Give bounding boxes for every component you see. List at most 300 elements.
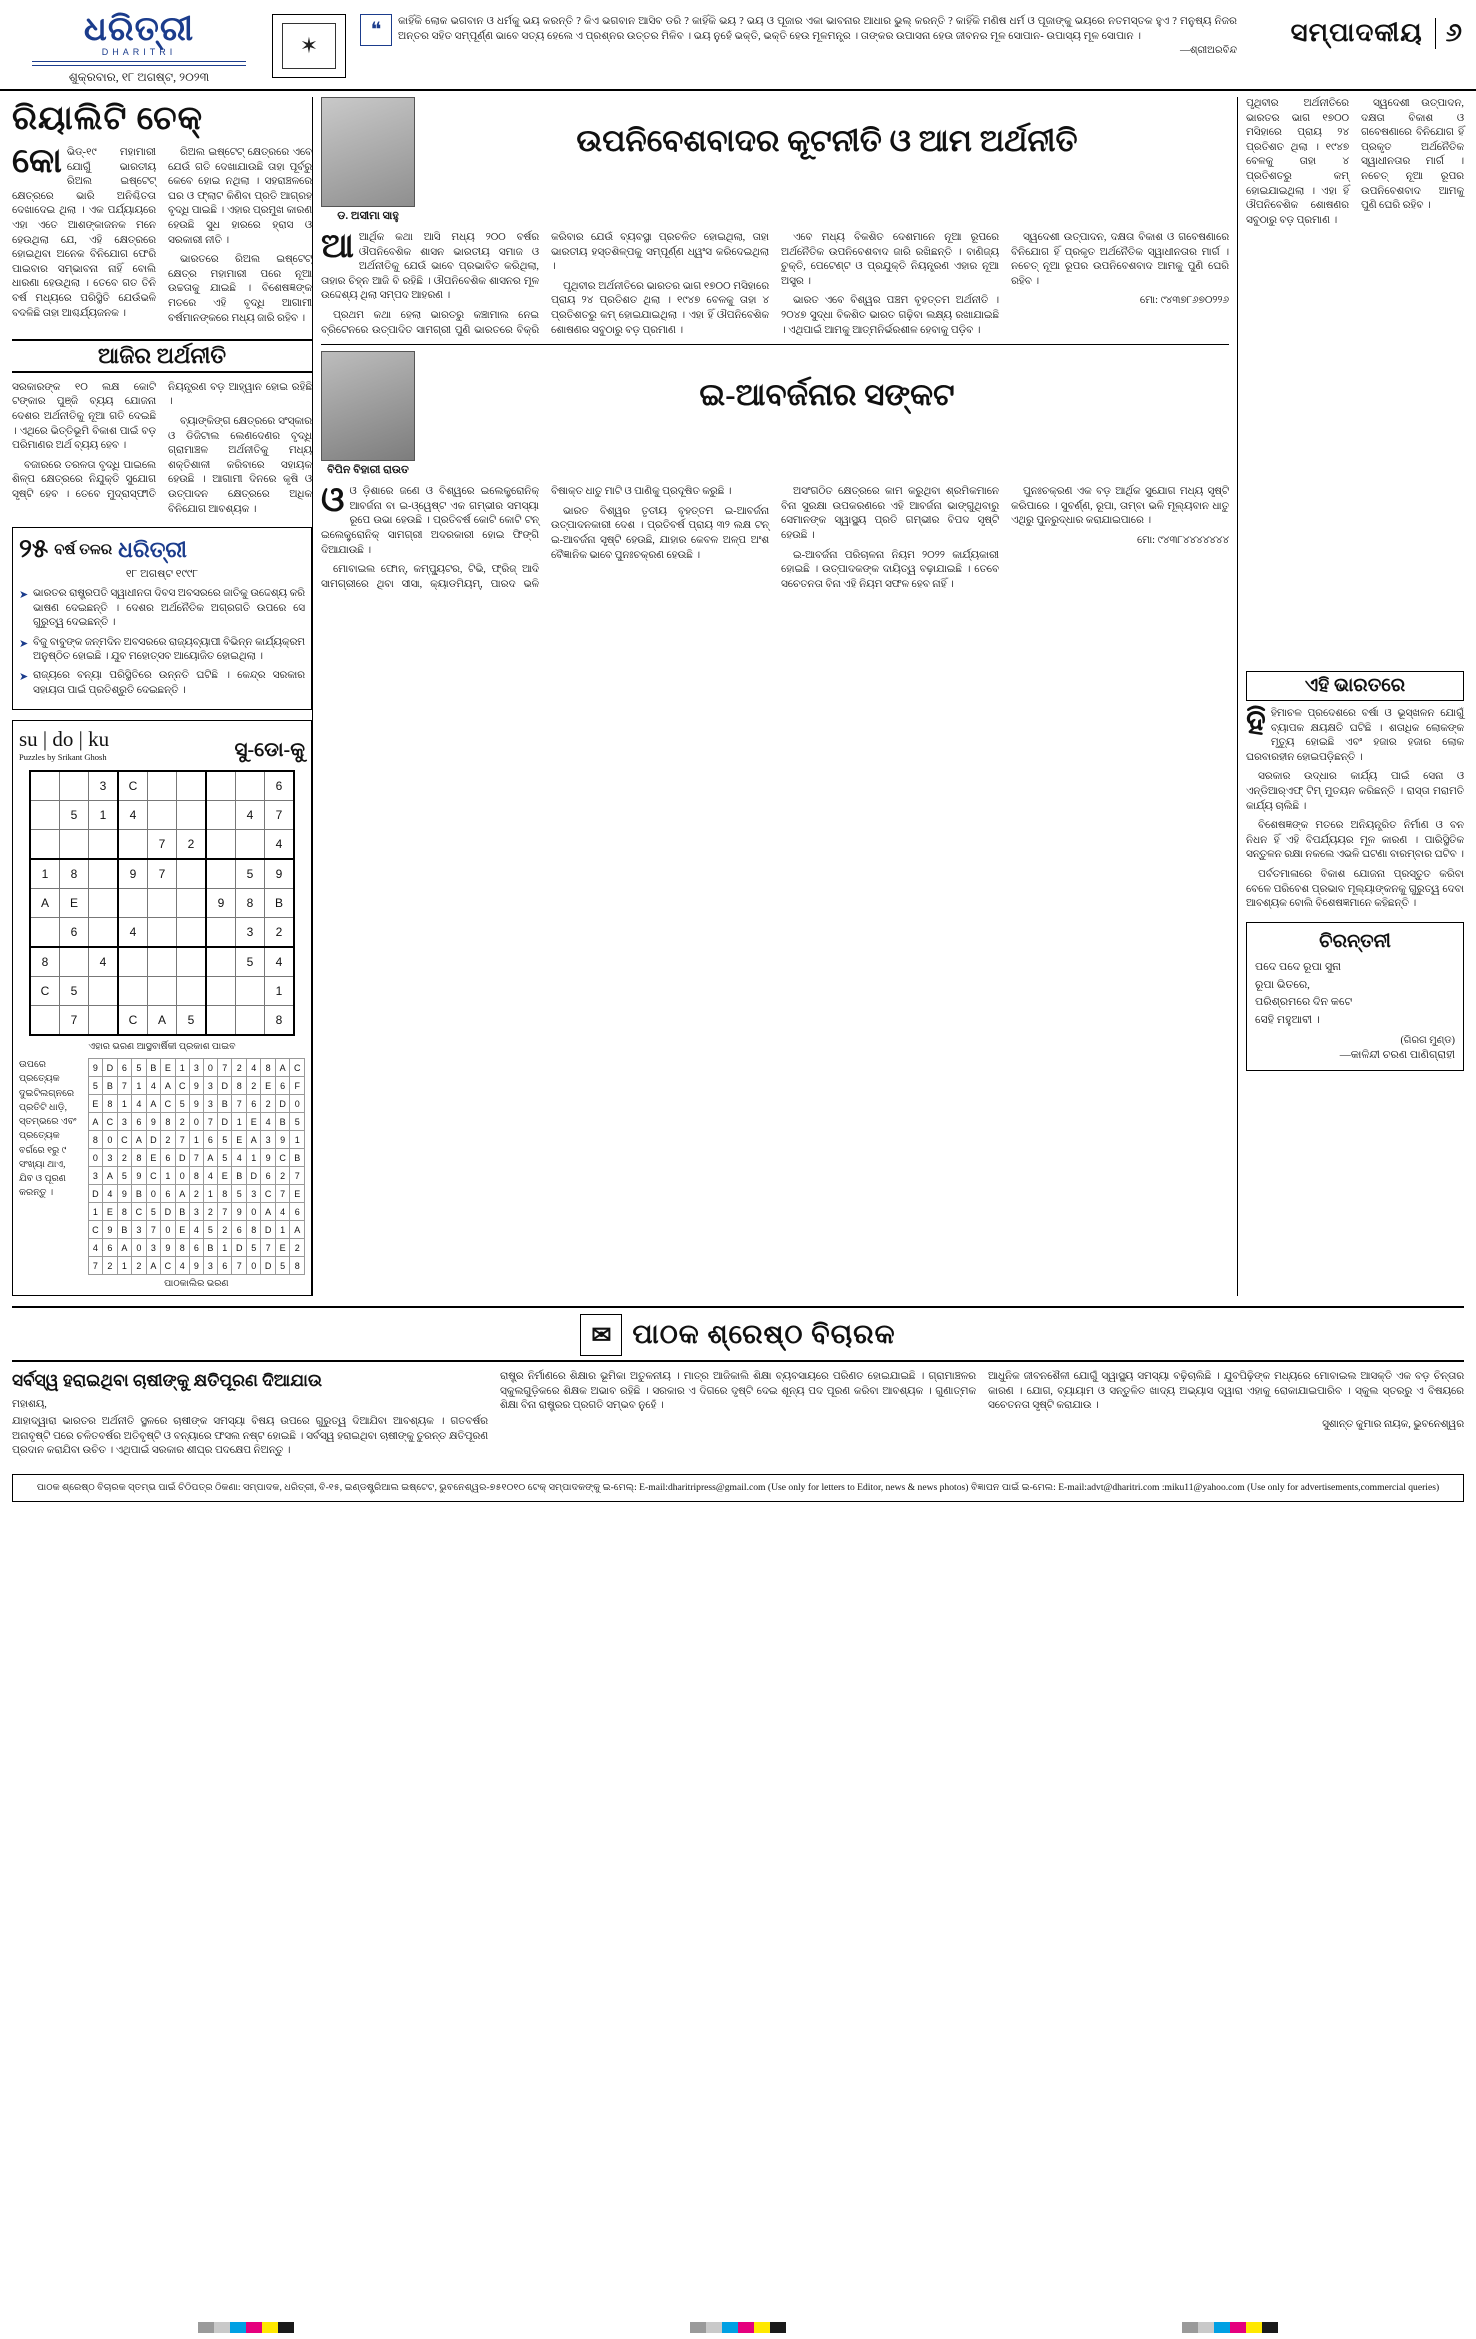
letters-title: ପାଠକ ଶ୍ରେଷ୍ଠ ବିଚାରକ xyxy=(632,1319,896,1350)
masthead-date: ଶୁକ୍ରବାର, ୧୮ ଅଗଷ୍ଟ, ୨୦୨୩ xyxy=(68,70,210,84)
solution-cell: B xyxy=(132,1185,146,1203)
solution-cell: 5 xyxy=(117,1167,131,1185)
sudoku-cell[interactable] xyxy=(118,947,148,977)
paragraph: ସ୍ୱଦେଶୀ ଉତ୍ପାଦନ, ଦକ୍ଷତା ବିକାଶ ଓ ଗବେଷଣାରେ ବିନିଯୋଗ ହିଁ ପ୍ରକୃତ ଅର୍ଥନୈତିକ ସ୍ୱାଧୀନତାର ମାର୍ଗ । ନଚେତ୍ ନୂଆ ରୂପର ଉପନିବେଶବାଦ ଆମକୁ ପୁଣି ଘେରି ରହିବ । xyxy=(1011,232,1229,287)
sudoku-cell[interactable]: 2 xyxy=(177,830,207,860)
solution-cell: 9 xyxy=(261,1149,275,1167)
sudoku-cell[interactable]: 8 xyxy=(30,947,60,977)
solution-cell: 8 xyxy=(290,1257,305,1275)
envelope-icon: ✉ xyxy=(580,1314,622,1356)
solution-cell: 2 xyxy=(232,1059,246,1077)
solution-cell: C xyxy=(261,1185,275,1203)
bullet-icon: ➤ xyxy=(19,589,29,602)
solution-cell: 2 xyxy=(203,1203,217,1221)
solution-row xyxy=(88,1149,304,1167)
sudoku-cell[interactable]: C xyxy=(118,771,148,801)
sudoku-cell[interactable]: 5 xyxy=(236,859,265,889)
sudoku-cell[interactable] xyxy=(236,1006,265,1036)
solution-cell: 4 xyxy=(275,1203,289,1221)
years-ago-number: ୨୫ xyxy=(19,534,49,564)
solution-cell: D xyxy=(246,1167,260,1185)
paragraph: ସ୍ୱଦେଶୀ ଉତ୍ପାଦନ, ଦକ୍ଷତା ବିକାଶ ଓ ଗବେଷଣାରେ ବିନିଯୋଗ ହିଁ ପ୍ରକୃତ ଅର୍ଥନୈତିକ ସ୍ୱାଧୀନତାର ମାର୍ଗ । ନଚେତ୍ ନୂଆ ରୂପର ଉପନିବେଶବାଦ ଆମକୁ ପୁଣି ଘେରି ରହିବ । xyxy=(1361,98,1464,212)
solution-cell: B xyxy=(175,1203,189,1221)
color-swatch xyxy=(738,2322,754,2333)
sudoku-cell[interactable]: 4 xyxy=(236,801,265,830)
solution-cell: 9 xyxy=(190,1095,204,1113)
sudoku-cell[interactable] xyxy=(236,830,265,860)
sudoku-cell[interactable]: 7 xyxy=(60,1006,89,1036)
solution-cell: 6 xyxy=(132,1113,146,1131)
sudoku-row xyxy=(30,889,294,918)
emblem-star-icon xyxy=(272,14,346,78)
solution-cell: D xyxy=(103,1059,117,1077)
solution-cell: 3 xyxy=(146,1239,160,1257)
solution-cell: 0 xyxy=(246,1203,260,1221)
sudoku-cell[interactable]: 3 xyxy=(236,918,265,948)
solution-cell: E xyxy=(161,1059,175,1077)
solution-cell: 6 xyxy=(203,1131,217,1149)
ewaste-article-author: ବିପିନ ବିହାରୀ ରାଉତ xyxy=(327,464,409,477)
solution-cell: C xyxy=(175,1077,189,1095)
solution-cell: A xyxy=(88,1113,102,1131)
solution-cell: 1 xyxy=(190,1131,204,1149)
solution-cell: 6 xyxy=(246,1095,260,1113)
solution-cell: 3 xyxy=(190,1059,204,1077)
solution-cell: D xyxy=(146,1131,160,1149)
color-swatch xyxy=(722,2322,738,2333)
sudoku-cell[interactable] xyxy=(148,947,177,977)
sudoku-cell[interactable]: 6 xyxy=(265,771,295,801)
solution-cell: 4 xyxy=(190,1221,204,1239)
solution-cell: 4 xyxy=(88,1239,102,1257)
solution-cell: 9 xyxy=(132,1167,146,1185)
solution-cell: C xyxy=(161,1257,175,1275)
color-bar-group xyxy=(690,2322,786,2333)
solution-cell: D xyxy=(232,1239,246,1257)
solution-cell: A xyxy=(103,1167,117,1185)
masthead-quote-text: କାହିଁକି ଲୋକ ଭଗବାନ ଓ ଧର୍ମକୁ ଭୟ କରନ୍ତି ? କିଏ ଭଗବାନ ଆସିବ ଡରି ? କାହିଁକି ଭୟ ? ଭୟ ଓ ପୂଜାର ଏକା ଭାବନାର ଆଧାର ଭୁଲ୍ କରନ୍ତି ? କାହିଁକି ମଣିଷ ଧର୍ମ ଓ ପୂଜାଙ୍କୁ ଭୟରେ ନତମସ୍ତକ ହୁଏ ? ମନୁଷ୍ୟ ନିଜର ଅନ୍ତର ସହିତ ସମ୍ପୂର୍ଣ୍ଣ ଭାବେ ସତ୍ୟ ହେଲେ ଏ ପ୍ରଶ୍ନର ଉତ୍ତର ମିଳିବ । ଭୟ ନୁହେଁ ଭକ୍ତି, ଭକ୍ତି ହେଉ ମୂଳମନ୍ତ୍ର । ତାଙ୍କର ଉପାସନା ହେଉ ଜୀବନର ମୂଳ ସୋପାନ- ଉପାସ୍ୟ ମୂଳ ସୋପାନ । xyxy=(398,16,1237,43)
solution-cell: 3 xyxy=(246,1185,260,1203)
sudoku-cell[interactable]: C xyxy=(118,1006,148,1036)
solution-cell: E xyxy=(232,1131,246,1149)
solution-cell: 6 xyxy=(290,1203,305,1221)
sudoku-cell[interactable]: 1 xyxy=(30,859,60,889)
sudoku-cell[interactable]: 1 xyxy=(89,801,119,830)
sudoku-cell[interactable] xyxy=(236,977,265,1006)
sudoku-cell[interactable]: 5 xyxy=(60,801,89,830)
sudoku-cell[interactable] xyxy=(118,830,148,860)
paragraph: ମୋବାଇଲ ଫୋନ୍, କମ୍ପ୍ୟୁଟର, ଟିଭି, ଫ୍ରିଜ୍ ଆଦି ସାମଗ୍ରୀରେ ଥିବା ସୀସା, କ୍ୟାଡମିୟମ୍, ପାରଦ ଭଳି ବିଷାକ୍ତ ଧାତୁ ମାଟି ଓ ପାଣିକୁ ପ୍ରଦୂଷିତ କରୁଛି । xyxy=(321,486,732,590)
solution-cell: A xyxy=(146,1095,160,1113)
dropcap: ହି xyxy=(1246,704,1266,741)
solution-row xyxy=(88,1185,304,1203)
solution-cell: 1 xyxy=(217,1239,231,1257)
sudoku-cell[interactable] xyxy=(148,977,177,1006)
solution-cell: C xyxy=(117,1131,131,1149)
paragraph: ଯାହାଦ୍ୱାରା ଭାରତର ଅର୍ଥନୀତି ସ୍ଥଳରେ ଚାଷୀଙ୍କ ସମସ୍ୟା ବିଷୟ ଉପରେ ଗୁରୁତ୍ୱ ଦିଆଯିବା ଆବଶ୍ୟକ । ଗତବର୍ଷର ଅନାବୃଷ୍ଟି ପରେ ଚଳିତବର୍ଷର ଅତିବୃଷ୍ଟି ଓ ବନ୍ୟାରେ ଫସଲ ନଷ୍ଟ ହୋଇଛି । ସର୍ବସ୍ୱ ହରାଇଥିବା ଚାଷୀଙ୍କୁ ତୁରନ୍ତ କ୍ଷତିପୂରଣ ପ୍ରଦାନ କରାଯିବା ଉଚିତ । ଏଥିପାଇଁ ସରକାର ଶୀଘ୍ର ପଦକ୍ଷେପ ନିଅନ୍ତୁ । xyxy=(12,1416,488,1457)
sudoku-title-od: ସୁ-ଡୋ-କୁ xyxy=(234,739,305,762)
paragraph: ଭାରତରେ ରିଅଲ ଇଷ୍ଟେଟ୍ କ୍ଷେତ୍ର ମହାମାରୀ ପରେ ନୂଆ ଉଚ୍ଚତାକୁ ଯାଇଛି । ବିଶେଷଜ୍ଞଙ୍କ ମତରେ ଏହି ବୃଦ୍ଧି ଆଗାମୀ ବର୍ଷମାନଙ୍କରେ ମଧ୍ୟ ଜାରି ରହିବ । xyxy=(168,254,312,324)
letters-body xyxy=(12,1370,1464,1464)
column-left xyxy=(12,97,312,1296)
solution-cell: F xyxy=(290,1077,305,1095)
years-ago-box xyxy=(12,527,312,710)
color-swatch xyxy=(1262,2322,1278,2333)
sudoku-cell[interactable] xyxy=(148,771,177,801)
solution-cell: 0 xyxy=(103,1131,117,1149)
page-number: ୬ xyxy=(1435,18,1462,49)
sudoku-cell[interactable]: 7 xyxy=(148,830,177,860)
ajira-arthaniti-title: ଆଜିର ଅର୍ଥନୀତି xyxy=(97,342,227,368)
solution-cell: 3 xyxy=(190,1203,204,1221)
paragraph: ବ୍ୟାଙ୍କିଙ୍ଗ କ୍ଷେତ୍ରରେ ସଂସ୍କାର ଓ ଡିଜିଟାଲ ଲେଣଦେଣର ବୃଦ୍ଧି ଗ୍ରାମାଞ୍ଚଳ ଅର୍ଥନୀତିକୁ ମଧ୍ୟ ଶକ୍ତିଶାଳୀ କରିବାରେ ସହାୟକ ହେଉଛି । ଆଗାମୀ ଦିନରେ କୃଷି ଓ ଉତ୍ପାଦନ କ୍ଷେତ୍ରରେ ଅଧିକ ବିନିଯୋଗ ଆବଶ୍ୟକ । xyxy=(168,416,312,515)
solution-cell: 5 xyxy=(132,1059,146,1077)
solution-cell: 0 xyxy=(246,1257,260,1275)
sudoku-cell[interactable]: 5 xyxy=(60,977,89,1006)
paragraph: ଭାରତ ବିଶ୍ୱର ତୃତୀୟ ବୃହତ୍ତମ ଇ-ଆବର୍ଜନା ଉତ୍ପାଦନକାରୀ ଦେଶ । ପ୍ରତିବର୍ଷ ପ୍ରାୟ ୩୨ ଲକ୍ଷ ଟନ୍ ଇ-ଆବର୍ଜନା ସୃଷ୍ଟି ହେଉଛି, ଯାହାର କେବଳ ଅଳ୍ପ ଅଂଶ ବୈଜ୍ଞାନିକ ଭାବେ ପୁନଃଚକ୍ରଣ ହେଉଛି । xyxy=(551,505,769,561)
solution-cell: 0 xyxy=(161,1221,175,1239)
quote-icon: ❝ xyxy=(360,14,392,46)
color-swatch xyxy=(1182,2322,1198,2333)
sudoku-cell[interactable]: 9 xyxy=(118,859,148,889)
sudoku-cell[interactable] xyxy=(177,801,207,830)
solution-cell: A xyxy=(132,1131,146,1149)
solution-cell: 2 xyxy=(217,1221,231,1239)
paragraph: ପର୍ବତମାଳାରେ ବିକାଶ ଯୋଜନା ପ୍ରସ୍ତୁତ କରିବା ବେଳେ ପରିବେଶ ପ୍ରଭାବ ମୂଲ୍ୟାଙ୍କନକୁ ଗୁରୁତ୍ୱ ଦେବା ଆବଶ୍ୟକ ବୋଲି ବିଶେଷଜ୍ଞମାନେ କହିଛନ୍ତି । xyxy=(1246,869,1464,910)
solution-row xyxy=(88,1077,304,1095)
solution-cell: 7 xyxy=(261,1239,275,1257)
solution-cell: D xyxy=(275,1095,289,1113)
color-swatch xyxy=(1198,2322,1214,2333)
solution-cell: C xyxy=(132,1203,146,1221)
sudoku-cell[interactable] xyxy=(206,771,236,801)
chirantani-line: ରୂପା ଭିତରେ, xyxy=(1255,978,1310,991)
page-content xyxy=(0,91,1476,1296)
solution-row xyxy=(88,1203,304,1221)
sudoku-cell[interactable]: 8 xyxy=(236,889,265,918)
sudoku-cell[interactable] xyxy=(30,918,60,948)
solution-cell: 5 xyxy=(217,1131,231,1149)
solution-cell: 8 xyxy=(88,1131,102,1149)
color-swatch xyxy=(690,2322,706,2333)
sudoku-row xyxy=(30,830,294,860)
solution-cell: 6 xyxy=(161,1185,175,1203)
letters-contact-box: ପାଠକ ଶ୍ରେଷ୍ଠ ବିଚାରକ ସ୍ତମ୍ଭ ପାଇଁ ଚିଠିପତ୍ର ଠିକଣା: ସମ୍ପାଦକ, ଧରିତ୍ରୀ, ବି-୧୫, ଇଣ୍ଡଷ୍ଟ୍ରିଆଲ ଇଷ୍ଟେଟ, ଭୁବନେଶ୍ୱର-୭୫୧୦୧୦ ଟେକ୍ ସମ୍ପାଦକଙ୍କୁ ଇ-ମେଲ୍: E-mail:dharitripress@gmail.com (Use only for letters to Editor, news & news photos) ବିଜ୍ଞାପନ ପାଇଁ ଇ-ମେଲ: E-mail:advt@dharitri.com :miku11@yahoo.com (Use only for advertisements,commercial queries) xyxy=(12,1474,1464,1502)
sudoku-cell[interactable] xyxy=(206,830,236,860)
ei-bharatare-body xyxy=(1246,704,1464,912)
sudoku-cell[interactable] xyxy=(89,918,119,948)
solution-cell: 3 xyxy=(203,1257,217,1275)
sudoku-cell[interactable] xyxy=(206,801,236,830)
sudoku-cell[interactable] xyxy=(148,918,177,948)
solution-cell: 8 xyxy=(261,1059,275,1077)
solution-cell: 7 xyxy=(217,1203,231,1221)
solution-row xyxy=(88,1167,304,1185)
sudoku-row xyxy=(30,947,294,977)
solution-row xyxy=(88,1113,304,1131)
ewaste-author-block xyxy=(321,351,415,477)
ewaste-article-body xyxy=(321,482,1229,592)
sudoku-cell[interactable] xyxy=(118,977,148,1006)
color-swatch xyxy=(1230,2322,1246,2333)
solution-row xyxy=(88,1257,304,1275)
color-swatch xyxy=(1246,2322,1262,2333)
dropcap: କୋ xyxy=(12,143,62,180)
column-right xyxy=(1237,97,1464,1296)
solution-cell: 0 xyxy=(203,1059,217,1077)
sudoku-cell[interactable]: A xyxy=(30,889,60,918)
sudoku-cell[interactable]: 8 xyxy=(60,859,89,889)
solution-cell: 2 xyxy=(246,1077,260,1095)
paragraph: ଆଧୁନିକ ଜୀବନଶୈଳୀ ଯୋଗୁଁ ସ୍ୱାସ୍ଥ୍ୟ ସମସ୍ୟା ବଢ଼ିଚାଲିଛି । ଯୁବପିଢ଼ିଙ୍କ ମଧ୍ୟରେ ମୋବାଇଲ ଆସକ୍ତି ଏକ ବଡ଼ ଚିନ୍ତାର କାରଣ । ଯୋଗ, ବ୍ୟାୟାମ ଓ ସନ୍ତୁଳିତ ଖାଦ୍ୟ ଅଭ୍ୟାସ ଦ୍ୱାରା ଏହାକୁ ରୋକାଯାଇପାରିବ । ସ୍କୁଲ ସ୍ତରରୁ ଏ ବିଷୟରେ ସଚେତନତା ସୃଷ୍ଟି କରାଯାଉ । xyxy=(988,1371,1464,1412)
sudoku-cell[interactable]: 7 xyxy=(148,859,177,889)
solution-cell: A xyxy=(275,1059,289,1077)
paragraph: ପ୍ରଥମ କଥା ହେଲା ଭାରତରୁ କଞ୍ଚାମାଲ ନେଇ ବ୍ରିଟେନରେ ଉତ୍ପାଦିତ ସାମଗ୍ରୀ ପୁଣି ଭାରତରେ ବିକ୍ରି କରିବାର ଯେଉଁ ବ୍ୟବସ୍ଥା ପ୍ରଚଳିତ ହୋଇଥିଲା, ତାହା ଭାରତୀୟ ହସ୍ତଶିଳ୍ପକୁ ସମ୍ପୂର୍ଣ୍ଣ ଧ୍ୱଂସ କରିଦେଇଥିଲା । xyxy=(321,232,769,336)
solution-cell: 3 xyxy=(117,1113,131,1131)
solution-cell: 2 xyxy=(103,1257,117,1275)
chirantani-attribution: (ଗିରଗ ମୁଣ୍ଡ) xyxy=(1400,1035,1455,1047)
solution-cell: D xyxy=(217,1113,231,1131)
solution-cell: 8 xyxy=(161,1113,175,1131)
sudoku-cell[interactable]: B xyxy=(265,889,295,918)
sudoku-cell[interactable]: 4 xyxy=(265,947,295,977)
paragraph: ସରକାର ଉଦ୍ଧାର କାର୍ଯ୍ୟ ପାଇଁ ସେନା ଓ ଏନ୍‌ଡିଆର୍‌ଏଫ୍ ଟିମ୍ ମୁତୟନ କରିଛନ୍ତି । ରାସ୍ତା ମରାମତି କାର୍ଯ୍ୟ ଚାଲିଛି । xyxy=(1246,771,1464,812)
solution-cell: 4 xyxy=(103,1185,117,1203)
solution-cell: 5 xyxy=(146,1203,160,1221)
solution-cell: B xyxy=(290,1149,305,1167)
sudoku-cell[interactable]: A xyxy=(148,1006,177,1036)
paragraph: ଭାରତ ଏବେ ବିଶ୍ୱର ପଞ୍ଚମ ବୃହତ୍ତମ ଅର୍ଥନୀତି । ୨୦୪୭ ସୁଦ୍ଧା ବିକଶିତ ଭାରତ ଗଢ଼ିବା ଲକ୍ଷ୍ୟ ରଖାଯାଇଛି । ଏଥିପାଇଁ ଆମକୁ ଆତ୍ମନିର୍ଭରଶୀଳ ହେବାକୁ ପଡ଼ିବ । xyxy=(781,295,999,336)
list-item: ➤ ଭାରତର ରାଷ୍ଟ୍ରପତି ସ୍ୱାଧୀନତା ଦିବସ ଅବସରରେ ଜାତିକୁ ଉଦ୍ଦେଶ୍ୟ କରି ଭାଷଣ ଦେଇଛନ୍ତି । ଦେଶର ଅର୍ଥନୈତିକ ଅଗ୍ରଗତି ଉପରେ ସେ ଗୁରୁତ୍ୱ ଦେଇଛନ୍ତି । xyxy=(19,588,305,629)
solution-row xyxy=(88,1221,304,1239)
solution-cell: 6 xyxy=(161,1149,175,1167)
solution-cell: 6 xyxy=(117,1059,131,1077)
solution-cell: 4 xyxy=(175,1257,189,1275)
solution-cell: A xyxy=(246,1131,260,1149)
solution-row xyxy=(88,1095,304,1113)
color-swatch xyxy=(754,2322,770,2333)
sudoku-cell[interactable] xyxy=(60,830,89,860)
main-article-header xyxy=(321,97,1229,223)
solution-cell: D xyxy=(261,1221,275,1239)
dropcap: ଓ xyxy=(321,482,345,520)
sudoku-cell[interactable] xyxy=(60,947,89,977)
sudoku-cell[interactable]: C xyxy=(30,977,60,1006)
sudoku-grid[interactable] xyxy=(29,770,295,1036)
bullet-icon: ➤ xyxy=(19,637,29,650)
solution-cell: 4 xyxy=(232,1149,246,1167)
sudoku-cell[interactable] xyxy=(177,947,207,977)
masthead-divider xyxy=(32,61,246,66)
list-item: ➤ ବିଜୁ ବାବୁଙ୍କ ଜନ୍ମଦିନ ଅବସରରେ ରାଜ୍ୟବ୍ୟାପୀ ବିଭିନ୍ନ କାର୍ଯ୍ୟକ୍ରମ ଅନୁଷ୍ଠିତ ହୋଇଛି । ଯୁବ ମହୋତ୍ସବ ଆୟୋଜିତ ହୋଇଥିଲା । xyxy=(19,636,305,662)
solution-cell: C xyxy=(290,1059,305,1077)
sudoku-cell[interactable]: 7 xyxy=(265,801,295,830)
solution-cell: 9 xyxy=(232,1203,246,1221)
sudoku-cell[interactable] xyxy=(177,771,207,801)
solution-cell: E xyxy=(217,1167,231,1185)
solution-cell: 9 xyxy=(190,1077,204,1095)
solution-row xyxy=(88,1131,304,1149)
paragraph: ପୁନଃଚକ୍ରଣ ଏକ ବଡ଼ ଆର୍ଥିକ ସୁଯୋଗ ମଧ୍ୟ ସୃଷ୍ଟି କରିପାରେ । ସୁବର୍ଣ୍ଣ, ରୂପା, ତାମ୍ବା ଭଳି ମୂଲ୍ୟବାନ ଧାତୁ ଏଥିରୁ ପୁନରୁଦ୍ଧାର କରାଯାଇପାରେ । xyxy=(1011,486,1229,527)
chirantani-line: ସେହି ମହୁଆବୀ । xyxy=(1255,1013,1320,1026)
solution-cell: 4 xyxy=(146,1077,160,1095)
sudoku-cell[interactable]: 1 xyxy=(265,977,295,1006)
solution-cell: 3 xyxy=(132,1221,146,1239)
years-ago-date: ୧୮ ଅଗଷ୍ଟ ୧୯୯୮ xyxy=(125,568,199,581)
solution-cell: E xyxy=(175,1221,189,1239)
sudoku-cell[interactable] xyxy=(30,801,60,830)
sudoku-title-block xyxy=(19,727,109,762)
author-photo-2 xyxy=(321,351,415,461)
chirantani-line: ପରିଶ୍ରମରେ ଦିନ କଟେ xyxy=(1255,996,1353,1009)
solution-cell: 5 xyxy=(275,1257,289,1275)
solution-cell: 5 xyxy=(88,1077,102,1095)
solution-cell: 7 xyxy=(232,1095,246,1113)
solution-cell: 1 xyxy=(161,1167,175,1185)
solution-cell: 9 xyxy=(275,1131,289,1149)
solution-cell: 7 xyxy=(146,1221,160,1239)
solution-cell: D xyxy=(175,1149,189,1167)
sudoku-row xyxy=(30,801,294,830)
sudoku-cell[interactable]: 4 xyxy=(118,801,148,830)
solution-cell: 6 xyxy=(232,1221,246,1239)
solution-cell: 5 xyxy=(175,1095,189,1113)
solution-cell: B xyxy=(203,1239,217,1257)
solution-cell: 8 xyxy=(232,1077,246,1095)
sudoku-cell[interactable] xyxy=(206,947,236,977)
solution-cell: 3 xyxy=(103,1149,117,1167)
solution-cell: 1 xyxy=(132,1077,146,1095)
sudoku-cell[interactable] xyxy=(89,830,119,860)
ewaste-article-contact: ମୋ: ୯୪୩୮୪୪୪୪୪୪୪ xyxy=(1136,535,1229,547)
solution-row xyxy=(88,1239,304,1257)
solution-cell: A xyxy=(161,1077,175,1095)
sudoku-cell[interactable] xyxy=(148,801,177,830)
solution-cell: 1 xyxy=(175,1059,189,1077)
sudoku-cell[interactable]: 3 xyxy=(89,771,119,801)
sudoku-cell[interactable] xyxy=(148,889,177,918)
sudoku-cell[interactable]: 4 xyxy=(265,830,295,860)
solution-cell: 1 xyxy=(117,1095,131,1113)
paragraph: ବିଶେଷଜ୍ଞଙ୍କ ମତରେ ଅନିୟନ୍ତ୍ରିତ ନିର୍ମାଣ ଓ ବନ ନିଧନ ହିଁ ଏହି ବିପର୍ଯ୍ୟୟର ମୂଳ କାରଣ । ପାରିସ୍ଥିତିକ ସନ୍ତୁଳନ ରକ୍ଷା ନକଲେ ଏଭଳି ଘଟଣା ବାରମ୍ବାର ଘଟିବ । xyxy=(1246,820,1464,861)
sudoku-cell[interactable] xyxy=(89,859,119,889)
paragraph: ପୃଥିବୀର ଅର୍ଥନୀତିରେ ଭାରତର ଭାଗ ୧୭୦୦ ମସିହାରେ ପ୍ରାୟ ୨୪ ପ୍ରତିଶତ ଥିଲା । ୧୯୪୭ ବେଳକୁ ତାହା ୪ ପ୍ରତିଶତରୁ କମ୍ ହୋଇଯାଇଥିଲା । ଏହା ହିଁ ଔପନିବେଶିକ ଶୋଷଣର ସବୁଠାରୁ ବଡ଼ ପ୍ରମାଣ । xyxy=(551,280,769,336)
solution-cell: 7 xyxy=(217,1059,231,1077)
newspaper-logo: ଧରିତ୍ରୀ xyxy=(83,10,195,48)
paragraph: ଆଆର୍ଥିକ କଥା ଆସି ମଧ୍ୟ ୨୦୦ ବର୍ଷର ଔପନିବେଶିକ ଶାସନ ଭାରତୀୟ ସମାଜ ଓ ଅର୍ଥନୀତିକୁ ଯେଉଁ ଭାବେ ପ୍ରଭାବିତ କରିଥିଲା, ତାହାର ଚିହ୍ନ ଆଜି ବି ରହିଛି । ଔପନିବେଶିକ ଶାସନର ମୂଳ ଉଦ୍ଦେଶ୍ୟ ଥିଲା ସମ୍ପଦ ଆହରଣ । xyxy=(321,228,539,302)
solution-cell: B xyxy=(275,1113,289,1131)
sudoku-cell[interactable] xyxy=(89,977,119,1006)
solution-cell: 0 xyxy=(132,1239,146,1257)
sudoku-cell[interactable]: 4 xyxy=(118,918,148,948)
sudoku-cell[interactable] xyxy=(206,859,236,889)
sudoku-cell[interactable] xyxy=(30,830,60,860)
solution-cell: 7 xyxy=(290,1167,305,1185)
sudoku-cell[interactable]: 9 xyxy=(265,859,295,889)
sudoku-cell[interactable] xyxy=(236,771,265,801)
sudoku-cell[interactable]: E xyxy=(60,889,89,918)
solution-cell: 8 xyxy=(217,1185,231,1203)
chirantani-title: ଚିରନ୍ତନୀ xyxy=(1319,930,1391,952)
sudoku-cell[interactable] xyxy=(177,859,207,889)
section-title: ସମ୍ପାଦକୀୟ xyxy=(1290,18,1423,47)
color-swatch xyxy=(246,2322,262,2333)
solution-cell: B xyxy=(103,1077,117,1095)
sudoku-cell[interactable] xyxy=(118,889,148,918)
solution-cell: 2 xyxy=(290,1239,305,1257)
sudoku-cell[interactable]: 6 xyxy=(60,918,89,948)
solution-cell: 9 xyxy=(88,1059,102,1077)
letter-middle xyxy=(500,1370,976,1464)
solution-cell: E xyxy=(275,1239,289,1257)
sudoku-row xyxy=(30,977,294,1006)
main-article-body xyxy=(321,228,1229,338)
sudoku-cell[interactable] xyxy=(89,889,119,918)
sudoku-cell[interactable] xyxy=(206,977,236,1006)
sudoku-title-en: su | do | ku xyxy=(19,727,110,752)
sudoku-cell[interactable] xyxy=(177,977,207,1006)
color-swatch xyxy=(230,2322,246,2333)
solution-cell: 7 xyxy=(232,1257,246,1275)
solution-cell: 1 xyxy=(88,1203,102,1221)
solution-cell: 9 xyxy=(161,1239,175,1257)
solution-cell: 4 xyxy=(261,1113,275,1131)
sudoku-row xyxy=(30,771,294,801)
solution-cell: E xyxy=(146,1149,160,1167)
solution-cell: 7 xyxy=(275,1185,289,1203)
sudoku-cell[interactable] xyxy=(60,771,89,801)
solution-cell: 8 xyxy=(132,1149,146,1167)
right-col-top-spacer xyxy=(1246,97,1464,671)
solution-cell: D xyxy=(161,1203,175,1221)
dropcap: ଆ xyxy=(321,228,354,265)
solution-cell: 4 xyxy=(246,1059,260,1077)
letter-signature: ସୁଶାନ୍ତ କୁମାର ନାୟକ, ଭୁବନେଶ୍ୱର xyxy=(1322,1418,1464,1430)
sudoku-cell[interactable]: 4 xyxy=(89,947,119,977)
paragraph: ହିହିମାଚଳ ପ୍ରଦେଶରେ ବର୍ଷା ଓ ଭୂସ୍ଖଳନ ଯୋଗୁଁ ବ୍ୟାପକ କ୍ଷୟକ୍ଷତି ଘଟିଛି । ଶତାଧିକ ଲୋକଙ୍କ ମୃତ୍ୟୁ ହୋଇଛି ଏବଂ ହଜାର ହଜାର ଲୋକ ଘରବାରହୀନ ହୋଇପଡ଼ିଛନ୍ତି । xyxy=(1246,704,1464,763)
sudoku-cell[interactable] xyxy=(177,889,207,918)
sudoku-cell[interactable]: 8 xyxy=(265,1006,295,1036)
letter-right xyxy=(988,1370,1464,1464)
sudoku-cell[interactable]: 2 xyxy=(265,918,295,948)
sudoku-cell[interactable] xyxy=(206,1006,236,1036)
solution-cell: A xyxy=(117,1239,131,1257)
color-bar-group xyxy=(1182,2322,1278,2333)
solution-cell: 6 xyxy=(275,1077,289,1095)
ei-bharatare-title: ଏହି ଭାରତରେ xyxy=(1246,671,1464,701)
solution-cell: C xyxy=(103,1113,117,1131)
sudoku-cell[interactable] xyxy=(177,918,207,948)
column-middle xyxy=(312,97,1237,1296)
solution-cell: 5 xyxy=(232,1185,246,1203)
sudoku-solution-grid xyxy=(88,1058,305,1275)
solution-cell: 1 xyxy=(203,1185,217,1203)
sudoku-cell[interactable] xyxy=(89,1006,119,1036)
sudoku-cell[interactable]: 9 xyxy=(206,889,236,918)
sudoku-cell[interactable] xyxy=(30,1006,60,1036)
solution-cell: 0 xyxy=(190,1113,204,1131)
solution-cell: 1 xyxy=(232,1113,246,1131)
sudoku-cell[interactable] xyxy=(30,771,60,801)
sudoku-cell[interactable]: 5 xyxy=(236,947,265,977)
paragraph: ଇ-ଆବର୍ଜନା ପରିଚାଳନା ନିୟମ ୨୦୨୨ କାର୍ଯ୍ୟକାରୀ ହୋଇଛି । ଉତ୍ପାଦକଙ୍କ ଦାୟିତ୍ୱ ବଢ଼ାଯାଇଛି । ତେବେ ସଚେତନତା ବିନା ଏହି ନିୟମ ସଫଳ ହେବ ନାହିଁ । xyxy=(781,549,999,590)
sudoku-cell[interactable]: 5 xyxy=(177,1006,207,1036)
solution-cell: 9 xyxy=(103,1221,117,1239)
solution-cell: E xyxy=(246,1113,260,1131)
sudoku-cell[interactable] xyxy=(206,918,236,948)
solution-cell: 9 xyxy=(146,1113,160,1131)
solution-cell: 5 xyxy=(203,1221,217,1239)
